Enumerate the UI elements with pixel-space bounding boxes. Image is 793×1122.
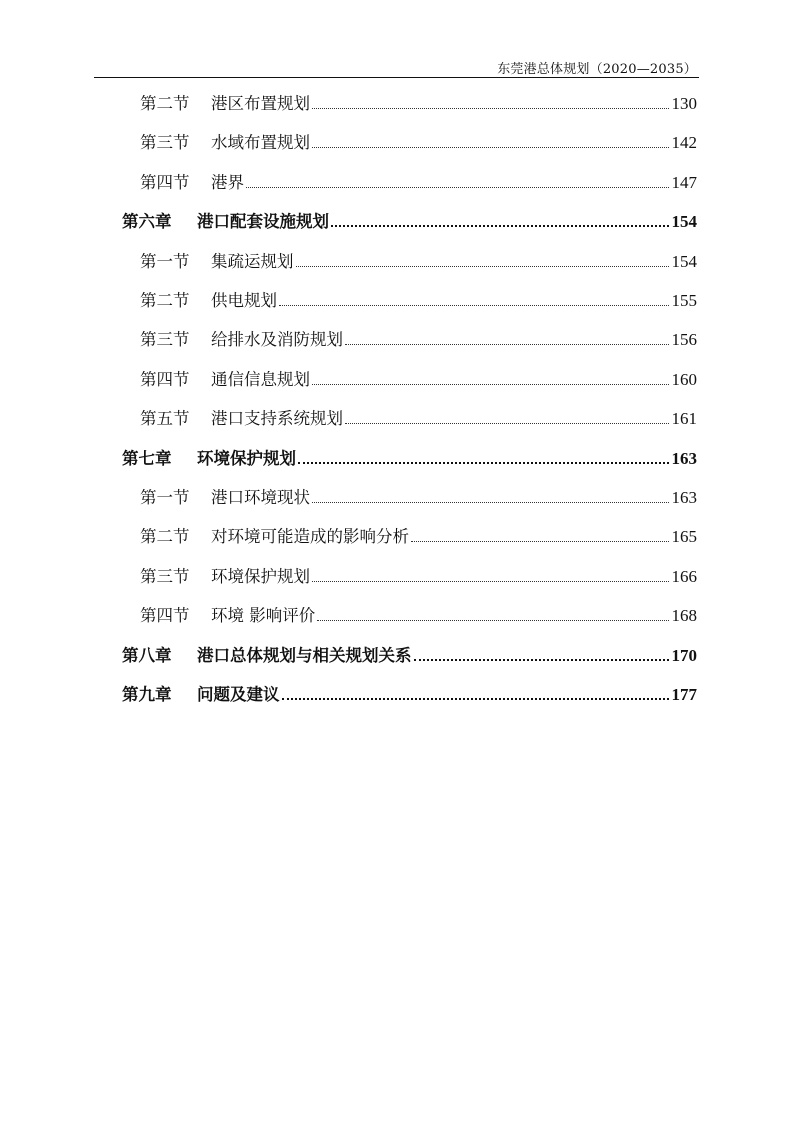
- toc-entry-title: 集疏运规划: [211, 251, 294, 271]
- toc-entry-number: 第三节: [140, 566, 190, 586]
- toc-section-entry[interactable]: [140, 521, 697, 547]
- toc-dot-leader: [317, 619, 668, 621]
- toc-entry-page-number: 163: [671, 448, 697, 468]
- toc-entry-number: 第六章: [122, 212, 172, 232]
- toc-section-entry[interactable]: [140, 600, 697, 626]
- toc-entry-number: 第二节: [140, 291, 190, 310]
- toc-entry-page-number: 170: [671, 645, 697, 665]
- toc-entry-page-number: 156: [671, 330, 697, 350]
- toc-dot-leader: [345, 422, 669, 424]
- toc-chapter-entry[interactable]: [122, 640, 697, 666]
- toc-dot-leader: [345, 343, 669, 345]
- toc-section-entry[interactable]: [140, 88, 697, 114]
- toc-entry-title: 环境保护规划: [211, 566, 310, 586]
- toc-chapter-entry[interactable]: [122, 443, 697, 469]
- toc-dot-leader: [331, 224, 669, 227]
- toc-dot-leader: [312, 107, 669, 109]
- header-divider: [94, 77, 699, 78]
- toc-section-entry[interactable]: [140, 482, 697, 508]
- toc-dot-leader: [282, 697, 669, 700]
- toc-entry-number: 第九章: [122, 685, 172, 704]
- toc-entry-title: 港口配套设施规划: [197, 212, 329, 232]
- toc-entry-title: 供电规划: [211, 291, 277, 310]
- toc-section-entry[interactable]: [140, 167, 697, 193]
- toc-entry-page-number: 154: [671, 212, 697, 232]
- toc-entry-page-number: 168: [671, 606, 697, 626]
- toc-entry-title: 港区布置规划: [211, 94, 310, 113]
- toc-entry-page-number: 142: [671, 133, 697, 153]
- toc-dot-leader: [411, 540, 669, 542]
- toc-entry-title: 问题及建议: [197, 685, 280, 704]
- toc-dot-leader: [298, 461, 669, 464]
- toc-section-entry[interactable]: [140, 285, 697, 311]
- toc-entry-number: 第三节: [140, 133, 190, 153]
- toc-entry-number: 第四节: [140, 369, 190, 389]
- toc-entry-page-number: 161: [671, 409, 697, 429]
- toc-entry-page-number: 177: [671, 685, 697, 704]
- toc-chapter-entry[interactable]: [122, 679, 697, 705]
- toc-dot-leader: [312, 383, 669, 385]
- toc-entry-number: 第七章: [122, 448, 172, 468]
- toc-section-entry[interactable]: [140, 364, 697, 390]
- toc-entry-page-number: 166: [671, 566, 697, 586]
- toc-entry-number: 第三节: [140, 330, 190, 350]
- toc-entry-title: 环境 影响评价: [211, 606, 316, 626]
- toc-entry-number: 第八章: [122, 645, 172, 665]
- toc-entry-title: 港口支持系统规划: [211, 409, 343, 429]
- toc-section-entry[interactable]: [140, 127, 697, 153]
- toc-entry-number: 第四节: [140, 172, 190, 192]
- toc-section-entry[interactable]: [140, 324, 697, 350]
- toc-entry-page-number: 130: [671, 94, 697, 113]
- toc-entry-number: 第五节: [140, 409, 190, 429]
- toc-entry-title: 对环境可能造成的影响分析: [211, 527, 409, 547]
- toc-dot-leader: [312, 501, 669, 503]
- toc-dot-leader: [312, 580, 669, 582]
- toc-entry-page-number: 160: [671, 369, 697, 389]
- toc-chapter-entry[interactable]: [122, 206, 697, 232]
- toc-entry-title: 港界: [211, 172, 244, 192]
- toc-dot-leader: [312, 146, 669, 148]
- document-title: 东莞港总体规划（2020—2035）: [497, 62, 697, 77]
- toc-dot-leader: [246, 186, 669, 188]
- toc-dot-leader: [279, 304, 669, 306]
- toc-entry-number: 第二节: [140, 527, 190, 547]
- toc-entry-number: 第一节: [140, 251, 190, 271]
- toc-entry-page-number: 165: [671, 527, 697, 547]
- toc-entry-title: 环境保护规划: [197, 448, 296, 468]
- toc-section-entry[interactable]: [140, 246, 697, 272]
- toc-entry-page-number: 154: [671, 251, 697, 271]
- toc-entry-number: 第四节: [140, 606, 190, 626]
- toc-section-entry[interactable]: [140, 561, 697, 587]
- toc-entry-title: 港口总体规划与相关规划关系: [197, 645, 412, 665]
- toc-entry-page-number: 163: [671, 488, 697, 507]
- toc-entry-title: 港口环境现状: [211, 488, 310, 507]
- toc-entry-title: 水域布置规划: [211, 133, 310, 153]
- toc-entry-number: 第二节: [140, 94, 190, 113]
- toc-entry-page-number: 147: [671, 172, 697, 192]
- toc-entry-page-number: 155: [671, 291, 697, 310]
- toc-entry-title: 给排水及消防规划: [211, 330, 343, 350]
- toc-dot-leader: [296, 265, 669, 267]
- toc-section-entry[interactable]: [140, 403, 697, 429]
- toc-entry-title: 通信信息规划: [211, 369, 310, 389]
- toc-dot-leader: [414, 658, 669, 661]
- toc-entry-number: 第一节: [140, 488, 190, 507]
